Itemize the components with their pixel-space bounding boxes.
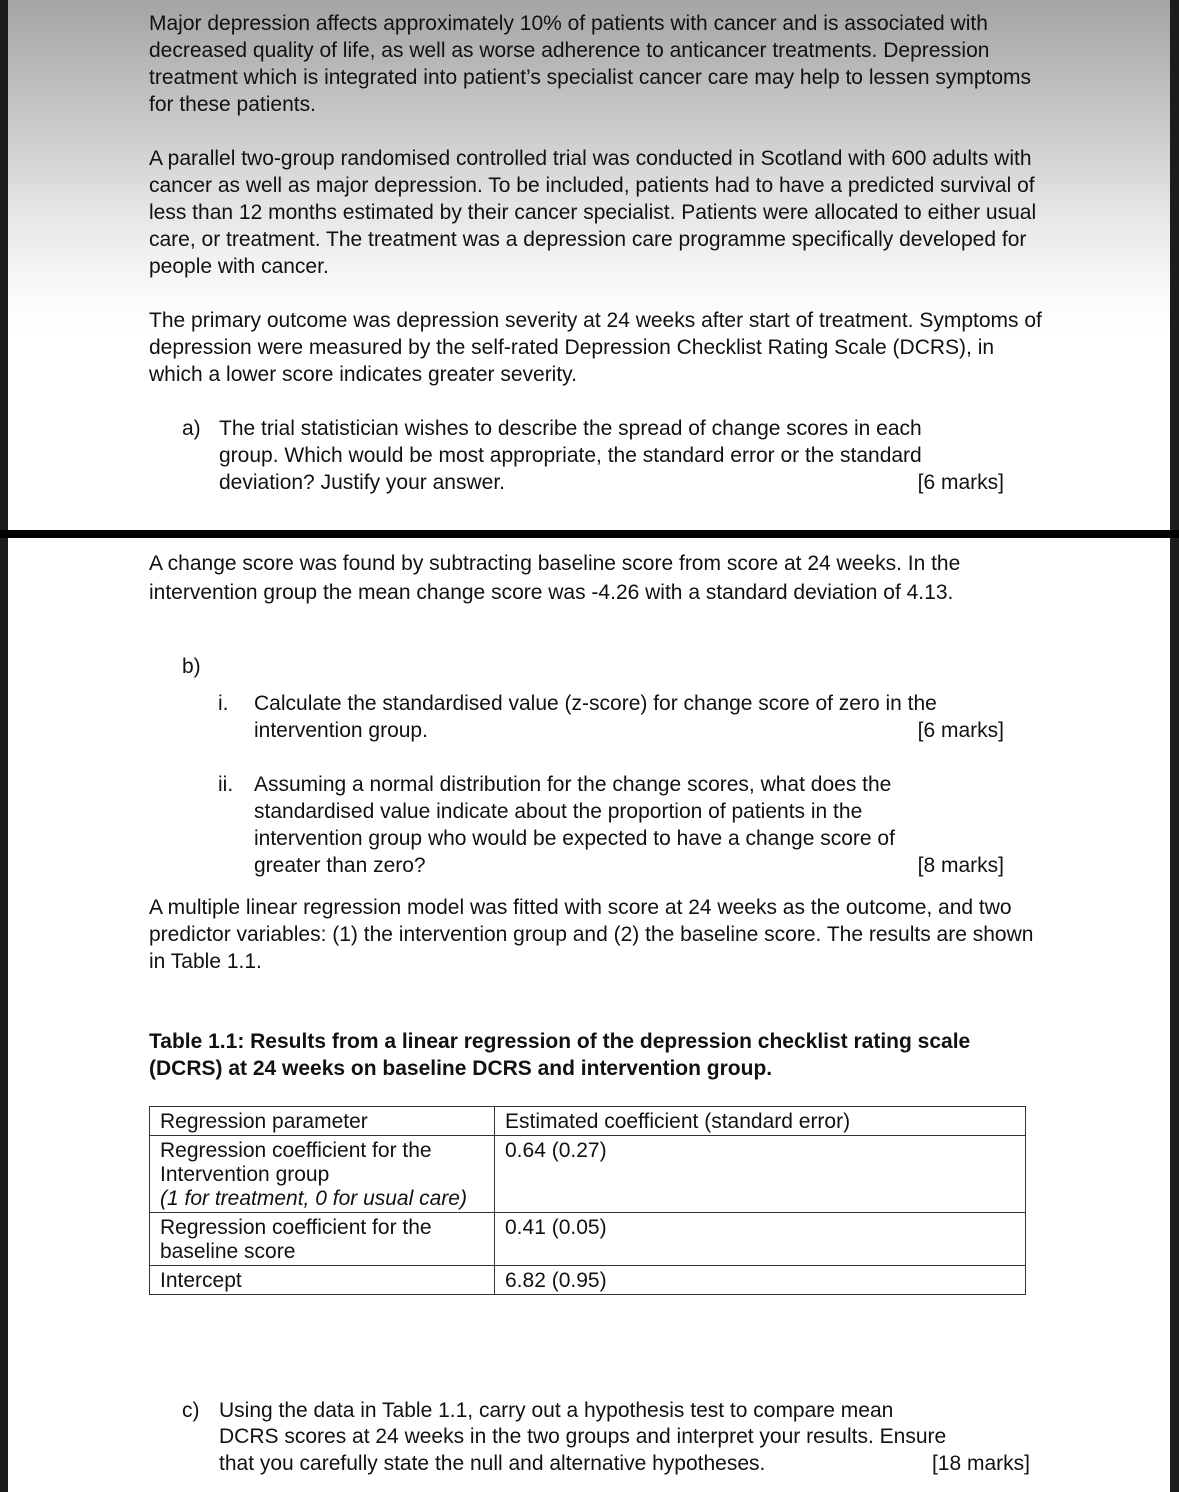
table-row — [150, 1266, 1026, 1295]
question-a-label: a) — [182, 417, 201, 440]
page-top-section — [8, 0, 1170, 530]
table-cell-value: 0.64 (0.27) — [495, 1136, 1026, 1213]
question-a — [182, 415, 1004, 500]
table-cell-value: 6.82 (0.95) — [495, 1266, 1026, 1295]
table-header-row — [150, 1107, 1026, 1136]
intro-paragraph-1: Major depression affects approximately 10% of patients with cancer and is associated with decreased quality of life, as well as worse adherence to anticancer treatments. Depression treatment which is integrated into patient’s specialist cancer care may help to lessen symptoms for these patients. — [149, 12, 1032, 116]
question-b-ii-line-3: intervention group who would be expected to have a change score of — [254, 827, 895, 850]
question-c — [182, 1397, 1030, 1482]
question-c-marks: [18 marks] — [931, 1452, 1030, 1475]
question-a-line-3: deviation? Justify your answer. — [219, 471, 505, 494]
table-header-parameter: Regression parameter — [150, 1107, 495, 1136]
question-b-ii-line-1: Assuming a normal distribution for the change scores, what does the — [254, 773, 892, 796]
question-b-i-line-2: intervention group. — [254, 719, 428, 742]
question-a-line-2: group. Which would be most appropriate, the standard error or the standard — [219, 444, 922, 467]
table-cell-parameter: Regression coefficient for the baseline score — [150, 1213, 495, 1266]
question-b-i — [218, 690, 1004, 744]
question-a-marks: [6 marks] — [917, 471, 1004, 494]
question-c-line-1: Using the data in Table 1.1, carry out a hypothesis test to compare mean — [219, 1399, 894, 1422]
question-b-ii — [218, 771, 1004, 881]
table-cell-parameter: Intercept — [150, 1266, 495, 1295]
parameter-note: (1 for treatment, 0 for usual care) — [160, 1187, 467, 1210]
intro-paragraph-3: The primary outcome was depression severity at 24 weeks after start of treatment. Symptoms of depression were measured by the self-rated Depression Checklist Rating Scale (DCRS), in which a lower score indicates greater severity. — [149, 309, 1042, 386]
page-bottom-section — [8, 538, 1170, 1492]
page-divider — [0, 530, 1179, 538]
question-c-label: c) — [182, 1399, 200, 1422]
table-row — [150, 1213, 1026, 1266]
regression-table — [149, 1106, 1026, 1295]
question-b-i-label: i. — [218, 692, 229, 715]
change-score-paragraph: A change score was found by subtracting baseline score from score at 24 weeks. In the intervention group the mean change score was -4.26 with a standard deviation of 4.13. — [149, 552, 961, 604]
intro-paragraph-2: A parallel two-group randomised controlled trial was conducted in Scotland with 600 adults with cancer as well as major depression. To be included, patients had to have a predicted survival of less than 12 months estimated by their cancer specialist. Patients were allocated to either usual care, or treatment. The treatment was a depression care programme specifically developed for people with cancer. — [149, 147, 1037, 278]
parameter-name: Regression coefficient for the Intervention group — [160, 1139, 432, 1186]
question-b-ii-label: ii. — [218, 773, 234, 796]
table-row — [150, 1136, 1026, 1213]
question-c-line-3: that you carefully state the null and alternative hypotheses. — [219, 1452, 766, 1475]
question-b-label: b) — [182, 655, 201, 678]
table-cell-parameter — [150, 1136, 495, 1213]
table-cell-value: 0.41 (0.05) — [495, 1213, 1026, 1266]
question-b-ii-line-4: greater than zero? — [254, 854, 426, 877]
question-b-ii-line-2: standardised value indicate about the proportion of patients in the — [254, 800, 863, 823]
table-caption: Table 1.1: Results from a linear regression of the depression checklist rating scale (DCRS) at 24 weeks on baseline DCRS and intervention group. — [149, 1030, 971, 1080]
question-b-i-marks: [6 marks] — [917, 719, 1004, 742]
question-b — [182, 653, 1004, 877]
question-b-ii-marks: [8 marks] — [917, 854, 1004, 877]
question-a-line-1: The trial statistician wishes to describe the spread of change scores in each — [219, 417, 922, 440]
table-header-coefficient: Estimated coefficient (standard error) — [495, 1107, 1026, 1136]
question-c-line-2: DCRS scores at 24 weeks in the two groups and interpret your results. Ensure — [219, 1425, 947, 1448]
regression-paragraph: A multiple linear regression model was fitted with score at 24 weeks as the outcome, and two predictor variables: (1) the intervention group and (2) the baseline score. The results are shown in Table 1.1. — [149, 896, 1034, 973]
question-b-i-line-1: Calculate the standardised value (z-score) for change score of zero in the — [254, 692, 937, 715]
